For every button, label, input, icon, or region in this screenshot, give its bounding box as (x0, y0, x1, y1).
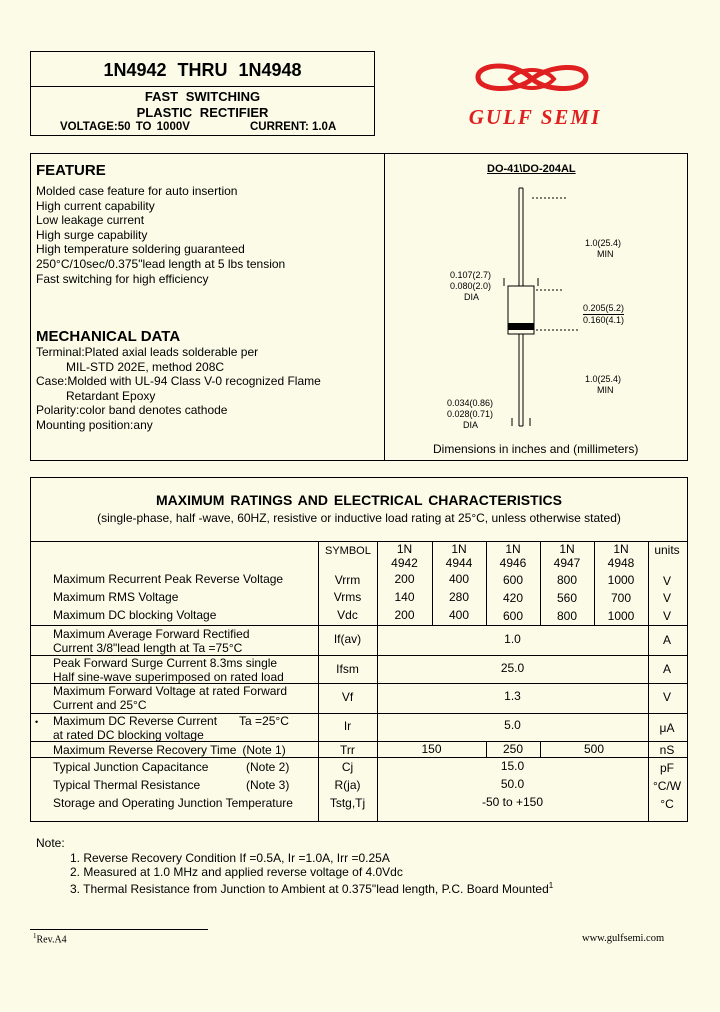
row-label: Peak Forward Surge Current 8.3ms single Half sine-wave superimposed on rated load (53, 656, 284, 684)
value-cell: 150 (421, 742, 442, 756)
part-header: 1N 4946 (499, 542, 527, 570)
mechanical-line: Polarity:color band denotes cathode (36, 403, 228, 418)
feature-list (36, 184, 285, 286)
value-cell: 140 (394, 590, 415, 604)
value-cell: 200 (394, 608, 415, 622)
value-cell: 1.3 (504, 689, 521, 703)
value-cell: 600 (502, 573, 524, 587)
value-cell: 800 (556, 573, 578, 587)
value-cell: 700 (610, 591, 632, 605)
part-header: 1N 4944 (445, 542, 473, 570)
unit-cell: A (662, 633, 671, 647)
lead-diameter: 0.034(0.86) 0.028(0.71) DIA (447, 398, 494, 430)
part-header: 1N 4942 (391, 542, 418, 570)
note-1: 1. Reverse Recovery Condition If =0.5A, Ir =1.0A, Irr =0.25A (70, 851, 390, 865)
mechanical-line: Terminal:Plated axial leads solderable per (36, 345, 259, 359)
unit-cell: °C/W (652, 779, 682, 793)
value-cell: 15.0 (500, 759, 525, 773)
unit-cell: V (662, 591, 671, 605)
unit-cell: V (662, 690, 671, 704)
feature-title: FEATURE (36, 162, 106, 179)
value-cell: 400 (448, 608, 470, 622)
ratings-title: MAXIMUM RATINGS AND ELECTRICAL CHARACTERISTICS (156, 492, 562, 508)
row-label: Maximum Average Forward Rectified Current 3/8"lead length at Ta =75°C (53, 627, 250, 655)
row-symbol: Vrms (333, 590, 362, 604)
mechanical-list (36, 345, 321, 433)
notes-title: Note: (36, 836, 65, 850)
feature-item: Low leakage current (36, 213, 145, 228)
row-symbol: If(av) (333, 632, 362, 646)
row-symbol: Vrrm (334, 573, 361, 587)
feature-divider (384, 153, 385, 461)
row-label: Maximum Recurrent Peak Reverse Voltage (53, 572, 284, 586)
unit-cell: V (662, 574, 671, 588)
value-cell: 250 (502, 742, 524, 756)
value-cell: 50.0 (500, 777, 525, 791)
logo-text: GULF SEMI (468, 105, 602, 129)
dimensions-caption: Dimensions in inches and (millimeters) (433, 442, 639, 456)
value-cell: 600 (502, 609, 524, 623)
row-symbol: Vdc (337, 608, 358, 622)
bullet-marker: • (35, 717, 39, 727)
row-label: Maximum DC Reverse Current Ta =25°C at rated DC blocking voltage (53, 714, 289, 742)
units-header: units (654, 543, 680, 557)
mechanical-line: Retardant Epoxy (66, 388, 156, 403)
part-header: 1N 4947 (553, 542, 581, 570)
mechanical-title: MECHANICAL DATA (36, 328, 181, 345)
value-cell: 800 (556, 609, 578, 623)
footnote-rule (30, 929, 208, 930)
value-cell: 1.0 (504, 632, 521, 646)
current-rating: CURRENT: 1.0A (250, 121, 337, 133)
mechanical-line: Mounting position:any (36, 417, 153, 432)
row-symbol: Tstg,Tj (329, 796, 366, 810)
lead-length-bottom: 1.0(25.4) MIN (585, 374, 622, 395)
feature-item: 250°C/10sec/0.375"lead length at 5 lbs tension (36, 256, 286, 271)
feature-item: High surge capability (36, 227, 148, 242)
value-cell: 200 (394, 572, 415, 586)
value-cell: 1000 (607, 573, 635, 587)
subtitle-plastic-rectifier: PLASTIC RECTIFIER (136, 105, 269, 120)
part-title: 1N4942 THRU 1N4948 (103, 60, 302, 80)
row-label: Storage and Operating Junction Temperature (53, 796, 293, 810)
unit-cell: V (662, 609, 671, 623)
note-2: 2. Measured at 1.0 MHz and applied reverse voltage of 4.0Vdc (70, 865, 403, 879)
row-label: Maximum Reverse Recovery Time (Note 1) (53, 743, 286, 757)
symbol-header: SYMBOL (325, 545, 371, 557)
website-link[interactable]: www.gulfsemi.com (582, 933, 665, 944)
feature-item: Fast switching for high efficiency (36, 271, 209, 286)
body-length: 0.205(5.2) 0.160(4.1) (583, 303, 625, 325)
body-diameter: 0.107(2.7) 0.080(2.0) DIA (450, 270, 492, 302)
row-label: Typical Thermal Resistance (53, 778, 201, 792)
row-note: (Note 2) (246, 760, 290, 774)
row-label: Maximum DC blocking Voltage (53, 608, 217, 622)
feature-item: High current capability (36, 198, 155, 213)
unit-cell: nS (659, 743, 675, 757)
lead-length-top: 1.0(25.4) MIN (585, 238, 622, 259)
table-rule (30, 757, 688, 758)
row-symbol: R(ja) (334, 778, 361, 792)
unit-cell: pF (659, 761, 674, 775)
row-symbol: Cj (341, 760, 354, 774)
row-label: Maximum RMS Voltage (53, 590, 179, 604)
value-cell: 1000 (607, 609, 635, 623)
row-symbol: Vf (341, 690, 354, 704)
row-label: Typical Junction Capacitance (53, 760, 209, 774)
row-symbol: Ifsm (336, 662, 359, 676)
value-cell: 5.0 (504, 718, 521, 732)
revision: $^1$Rev.A4 (33, 932, 67, 946)
voltage-rating: VOLTAGE:50 TO 1000V (60, 121, 190, 133)
value-cell: 25.0 (500, 661, 525, 675)
row-symbol: Ir (343, 719, 352, 733)
gulf-semi-logo (460, 55, 610, 130)
row-symbol: Trr (340, 743, 355, 757)
mechanical-line: Case:Molded with UL-94 Class V-0 recognized Flame (36, 374, 321, 389)
value-cell: 280 (448, 590, 470, 604)
ratings-subtitle: (single-phase, half -wave, 60HZ, resistive or inductive load rating at 25°C, unless otherwise stated) (97, 511, 621, 525)
value-cell: 420 (502, 591, 524, 605)
value-cell: 400 (448, 572, 470, 586)
part-header: 1N 4948 (607, 542, 635, 570)
unit-cell: μA (659, 721, 675, 735)
subtitle-fast-switching: FAST SWITCHING (144, 89, 261, 104)
value-cell: 560 (556, 591, 578, 605)
feature-item: Molded case feature for auto insertion (36, 184, 238, 198)
unit-cell: °C (660, 797, 674, 811)
value-cell: 500 (583, 742, 605, 756)
row-label: Maximum Forward Voltage at rated Forward Current and 25°C (53, 684, 288, 712)
table-rule (30, 625, 688, 626)
mechanical-line: MIL-STD 202E, method 208C (66, 359, 225, 374)
row-note: (Note 3) (246, 778, 290, 792)
feature-item: High temperature soldering guaranteed (36, 242, 245, 257)
unit-cell: A (662, 662, 671, 676)
note-3: 3. Thermal Resistance from Junction to Ambient at 0.375"lead length, P.C. Board Mounted$^1$ (70, 881, 554, 896)
package-title: DO-41\DO-204AL (487, 163, 576, 175)
value-cell: -50 to +150 (481, 795, 544, 809)
